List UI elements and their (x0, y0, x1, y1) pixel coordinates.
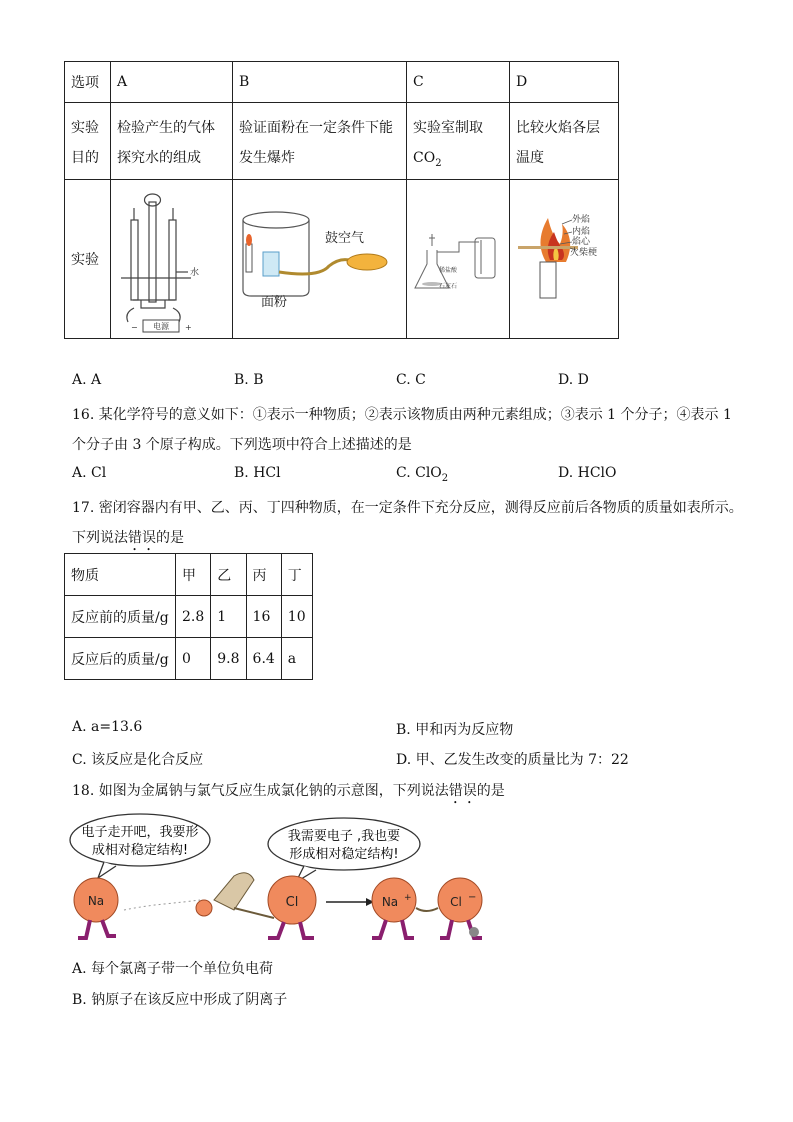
co2-preparation-figure (407, 180, 503, 334)
q17-option-c[interactable]: C. 该反应是化合反应 (72, 752, 204, 768)
experiment-purpose-row (65, 103, 619, 180)
candle (540, 262, 556, 298)
cell: 1 (211, 596, 246, 638)
purpose-c: 实验室制取 $CO_2$ (413, 120, 483, 169)
flame-layers-figure (510, 180, 612, 334)
q17-stem-line2: 下列说法错误的是 (72, 530, 184, 546)
flame-core-label: 焰心 (572, 236, 591, 247)
header-cell: B (233, 62, 407, 103)
header-cell: 选项 (65, 62, 111, 103)
q15-option-b[interactable]: B. B (234, 372, 264, 388)
cell: 9.8 (211, 638, 246, 680)
experiment-table-header (65, 62, 619, 103)
speech-bubble-sodium (70, 814, 210, 866)
bubble-sodium-line2: 成相对稳定结构! (91, 843, 189, 858)
sodium-chlorine-cartoon (64, 808, 504, 950)
q16-option-b[interactable]: B. HCl (234, 465, 281, 481)
mass-table (64, 553, 313, 680)
bubble-chlorine-line1: 我需要电子 ,我也要 (287, 829, 401, 844)
cell: 16 (246, 596, 281, 638)
table-row (65, 596, 313, 638)
svg-text:Cl: Cl (450, 895, 462, 909)
svg-text:Cl: Cl (285, 895, 299, 910)
q15-option-a[interactable]: A. A (72, 372, 102, 388)
water-label: 水 (190, 267, 200, 278)
electrolysis-apparatus-figure (111, 180, 226, 334)
q16-option-c[interactable]: C. ClO$_2$ (396, 465, 449, 484)
svg-text:−: − (468, 892, 477, 903)
q17-option-d[interactable]: D. 甲、乙发生改变的质量比为 7：22 (396, 752, 629, 768)
acid-label: 稀盐酸 (439, 266, 458, 274)
purpose-label: 实验 目的 (71, 120, 99, 166)
cell: 6.4 (246, 638, 281, 680)
svg-text:+: + (404, 893, 412, 903)
cell: 2.8 (176, 596, 211, 638)
air-bulb (347, 254, 387, 270)
outer-flame-label: 外焰 (572, 214, 591, 225)
q16-stem-line2: 个分子由 3 个原子构成。下列选项中符合上述描述的是 (72, 437, 412, 453)
q18-stem: 18. 如图为金属钠与氯气反应生成氯化钠的示意图，下列说法错误的是 (72, 783, 505, 799)
row-label: 反应后的质量/g (65, 638, 176, 680)
q16-option-d[interactable]: D. HClO (558, 465, 617, 481)
svg-text:Na: Na (381, 895, 399, 909)
minus-sign: − (131, 322, 138, 332)
experiment-label: 实验 (71, 251, 99, 268)
blow-air-label: 鼓空气 (325, 230, 365, 246)
electron (196, 900, 212, 916)
q18-option-b[interactable]: B. 钠原子在该反应中形成了阴离子 (72, 992, 288, 1008)
header-cell: 乙 (211, 554, 246, 596)
cell: 10 (281, 596, 312, 638)
cell: a (281, 638, 312, 680)
purpose-b: 验证面粉在一定条件下能 发生爆炸 (239, 120, 393, 166)
header-cell: 甲 (176, 554, 211, 596)
header-cell: D (510, 62, 619, 103)
bubble-chlorine-line2: 形成相对稳定结构! (289, 847, 399, 862)
purpose-d: 比较火焰各层 温度 (516, 120, 600, 166)
q15-option-d[interactable]: D. D (558, 372, 589, 388)
header-cell: 物质 (65, 554, 176, 596)
q17-option-a[interactable]: A. a=13.6 (72, 719, 143, 735)
emphasis-word: 错误 (448, 783, 477, 799)
q17-stem-line1: 17. 密闭容器内有甲、乙、丙、丁四种物质，在一定条件下充分反应，测得反应前后各物质的质量如表所示。 (72, 500, 743, 516)
q16-option-a[interactable]: A. Cl (72, 465, 107, 481)
purpose-a: 检验产生的气体 探究水的组成 (117, 120, 215, 166)
svg-text:Na: Na (87, 894, 105, 908)
header-cell: C (407, 62, 510, 103)
limestone-label: 石灰石 (439, 282, 458, 290)
table-row (65, 638, 313, 680)
flour-cup (263, 252, 279, 276)
plus-sign: + (185, 322, 192, 332)
match-stick (518, 246, 578, 249)
bubble-sodium-line1: 电子走开吧，我要形 (81, 825, 199, 840)
speech-bubble-chlorine (268, 818, 420, 870)
q18-option-a[interactable]: A. 每个氯离子带一个单位负电荷 (72, 961, 274, 977)
header-cell: 丁 (281, 554, 312, 596)
experiment-table (64, 61, 619, 339)
power-label: 电源 (153, 321, 169, 331)
catching-net (214, 873, 254, 910)
flour-label: 面粉 (261, 294, 288, 310)
q15-option-c[interactable]: C. C (396, 372, 426, 388)
mass-table-header (65, 554, 313, 596)
q17-option-b[interactable]: B. 甲和丙为反应物 (396, 722, 514, 738)
experiment-figure-row (65, 179, 619, 338)
q16-stem-line1: 16. 某化学符号的意义如下：①表示一种物质；②表示该物质由两种元素组成；③表示 1 个分子；④表示 1 (72, 407, 732, 423)
row-label: 反应前的质量/g (65, 596, 176, 638)
emphasis-word: 错误 (128, 530, 156, 546)
header-cell: 丙 (246, 554, 281, 596)
header-cell: A (111, 62, 233, 103)
candle-flame (246, 234, 252, 246)
inner-flame-label: 内焰 (572, 226, 591, 237)
cell: 0 (176, 638, 211, 680)
match-label: 火柴梗 (570, 247, 598, 258)
flour-explosion-figure (233, 180, 400, 334)
